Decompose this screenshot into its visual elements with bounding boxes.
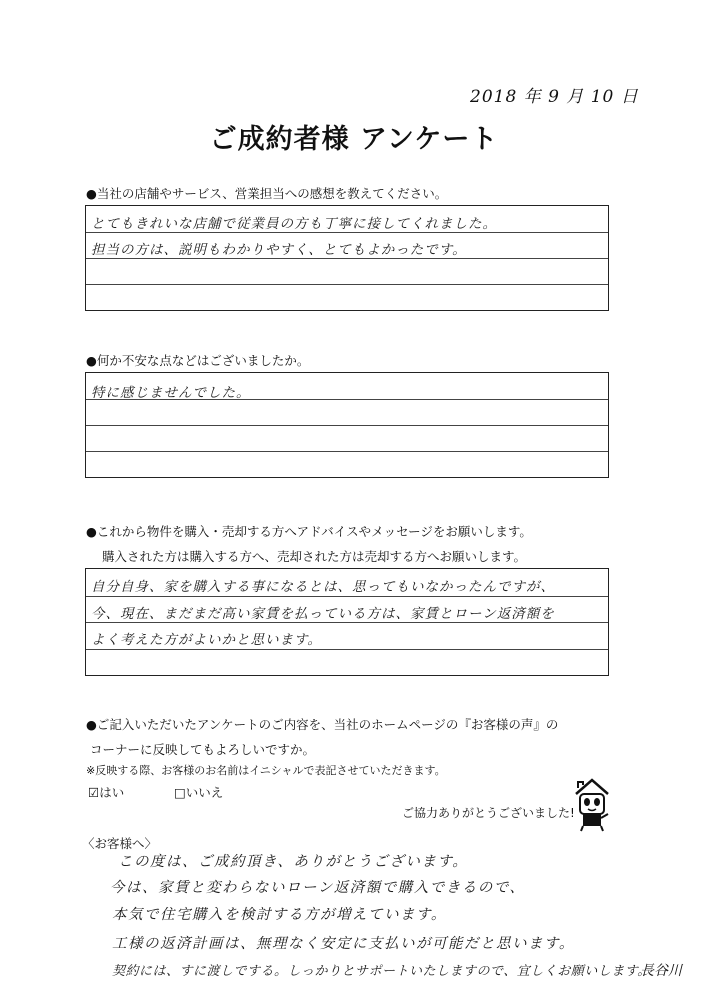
consent-note: ※反映する際、お客様のお名前はイニシャルで表記させていただきます。 <box>86 764 446 777</box>
consent-no-checkbox[interactable]: □いいえ <box>174 785 224 800</box>
message-line-5: 契約には、すに渡しでする。しっかりとサポートいたしますので、宜しくお願いします。 <box>112 964 651 979</box>
question-3-label-line-1: ●これから物件を購入・売却する方へアドバイスやメッセージをお願いします。 <box>86 524 532 539</box>
survey-date: 2018 年 9 月 10 日 <box>470 87 639 107</box>
answer-2-line-1: 特に感じませんでした。 <box>91 385 251 401</box>
question-1-label: ●当社の店舗やサービス、営業担当への感想を教えてください。 <box>86 186 448 201</box>
answer-1-line-1: とてもきれいな店舗で従業員の方も丁寧に接してくれました。 <box>91 216 497 232</box>
question-3-label-line-2: 購入された方は購入する方へ、売却された方は売却する方へお願いします。 <box>102 549 527 564</box>
message-line-3: 本気で住宅購入を検討する方が増えています。 <box>112 907 447 923</box>
message-line-4: 工様の返済計画は、無理なく安定に支払いが可能だと思います。 <box>112 936 575 952</box>
staff-signature: 長谷川 <box>640 963 682 979</box>
thanks-message: ご協力ありがとうございました! <box>402 806 575 820</box>
mascot-icon <box>568 776 616 832</box>
answer-3-line-3: よく考えた方がよいかと思います。 <box>91 632 322 648</box>
answer-box-2 <box>85 372 609 478</box>
customer-message-heading: 〈お客様へ〉 <box>82 836 158 851</box>
page-title: ご成約者様 アンケート <box>209 124 499 155</box>
consent-question-line-1: ●ご記入いただいたアンケートのご内容を、当社のホームページの『お客様の声』の <box>86 717 559 732</box>
message-line-1: この度は、ご成約頂き、ありがとうございます。 <box>118 854 469 870</box>
message-line-2: 今は、家賃と変わらないローン返済額で購入できるので、 <box>110 880 526 896</box>
question-2-label: ●何か不安な点などはございましたか。 <box>86 353 310 368</box>
consent-yes-checkbox[interactable]: ☑はい <box>88 785 125 800</box>
answer-1-line-2: 担当の方は、説明もわかりやすく、とてもよかったです。 <box>91 242 467 258</box>
consent-question-line-2: コーナーに反映してもよろしいですか。 <box>90 742 316 757</box>
answer-box-1 <box>85 205 609 311</box>
answer-box-3 <box>85 568 609 676</box>
answer-3-line-2: 今、現在、まだまだ高い家賃を払っている方は、家賃とローン返済額を <box>91 606 555 622</box>
answer-3-line-1: 自分自身、家を購入する事になるとは、思ってもいなかったんですが、 <box>91 579 555 595</box>
